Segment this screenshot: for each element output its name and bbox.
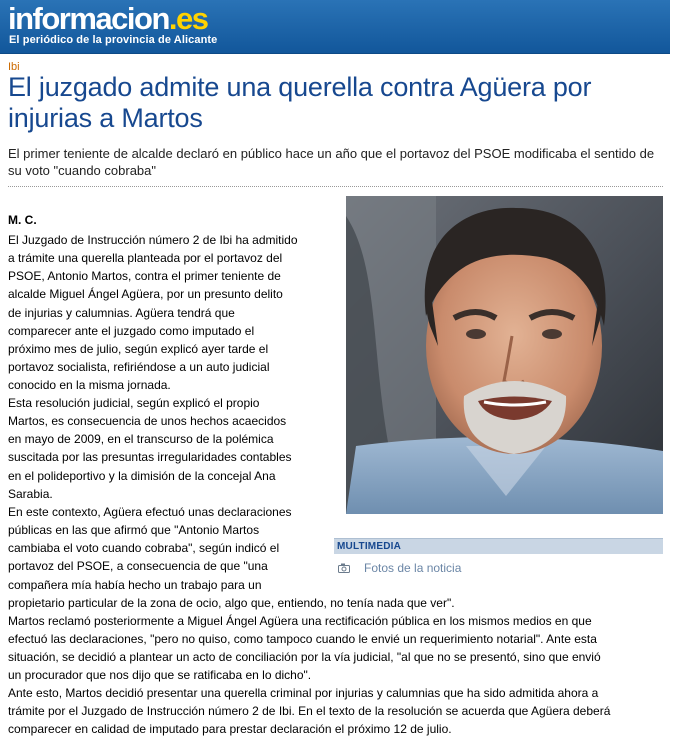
text-line: públicas en las que afirmó que "Antonio Martos [8, 523, 260, 538]
paragraph-1 [8, 231, 298, 394]
text-line: trámite por el Juzgado de Instrucción número 2 de Ibi. En el texto de la resolución se acuerda que Agüera deberá [8, 704, 611, 719]
article-byline: M. C. [8, 213, 37, 227]
photos-link-label[interactable]: Fotos de la noticia [364, 561, 462, 575]
article-photo[interactable] [346, 196, 663, 514]
text-line: conocido en la misma jornada. [8, 378, 171, 393]
text-line: Esta resolución judicial, según explicó el propio [8, 396, 260, 410]
text-line: Martos reclamó posteriormente a Miguel Ángel Agüera una rectificación pública en los mismos medios en que [8, 614, 592, 628]
portrait-photo-icon [346, 196, 663, 514]
article-subtitle: El primer teniente de alcalde declaró en público hace un año que el portavoz del PSOE modificaba el sentido de su voto "cuando cobraba" [8, 146, 655, 178]
text-line: El Juzgado de Instrucción número 2 de Ibi ha admitido [8, 233, 298, 247]
text-line: compañera mía había hecho un trabajo para un [8, 577, 262, 592]
paragraph-2 [8, 394, 292, 503]
logo-tld: .es [168, 1, 208, 36]
multimedia-section-title: MULTIMEDIA [334, 538, 663, 554]
text-line: En este contexto, Agüera efectuó unas declaraciones [8, 505, 292, 519]
header-divider [8, 186, 663, 187]
section-kicker[interactable]: Ibi [8, 61, 20, 73]
paragraph-3 [8, 503, 455, 612]
text-line: comparecer ante el juzgado como imputado el [8, 323, 255, 338]
text-line: un procurador que nos dijo que se ratificaba en lo dicho". [8, 668, 312, 683]
text-line: PSOE, Antonio Martos, contra el primer teniente de [8, 269, 281, 284]
paragraph-4 [8, 612, 601, 685]
site-logo[interactable] [8, 3, 208, 35]
text-line: Ante esto, Martos decidió presentar una querella criminal por injurias y calumnias que ha sido admitida ahora a [8, 686, 599, 700]
text-line: propietario particular de la zona de ocio, algo que, entiendo, no tenía nada que ver". [8, 595, 455, 610]
text-line: comparecer en calidad de imputado para prestar declaración el próximo 12 de julio. [8, 722, 452, 737]
text-line: situación, se decidió a plantear un acto de conciliación por la vía judicial, "al que no se presentó, sino que envió [8, 650, 601, 665]
text-line: Martos, es consecuencia de unos hechos acaecidos [8, 414, 287, 429]
masthead [0, 0, 670, 54]
text-line: a trámite una querella planteada por el portavoz del [8, 251, 283, 266]
text-line: portavoz del PSOE, a consecuencia de que "una [8, 559, 268, 574]
text-line: de injurias y calumnias. Agüera tendrá que [8, 305, 235, 320]
text-line: alcalde Miguel Ángel Agüera, por un presunto delito [8, 287, 283, 302]
text-line: cambiaba el voto cuando cobraba", según indicó el [8, 541, 280, 556]
site-slogan: El periódico de la provincia de Alicante [9, 34, 218, 46]
text-line: en el polideportivo y la dimisión de la concejal Ana [8, 468, 276, 483]
text-line: suscitada por las presuntas irregularidades contables [8, 450, 292, 465]
text-line: efectuó las declaraciones, "pero no quiso, como tampoco cuando le envié un requerimiento notarial". Ante esta [8, 632, 597, 647]
text-line: próximo mes de julio, según explicó ayer tarde el [8, 341, 269, 356]
text-line: portavoz socialista, refiriéndose a un auto judicial [8, 360, 270, 375]
paragraph-5 [8, 684, 610, 738]
logo-main: informacion [8, 1, 169, 36]
text-line: Sarabia. [8, 486, 53, 501]
text-line: en mayo de 2009, en el transcurso de la polémica [8, 432, 274, 447]
article-headline: El juzgado admite una querella contra Agüera por injurias a Martos [8, 72, 592, 133]
